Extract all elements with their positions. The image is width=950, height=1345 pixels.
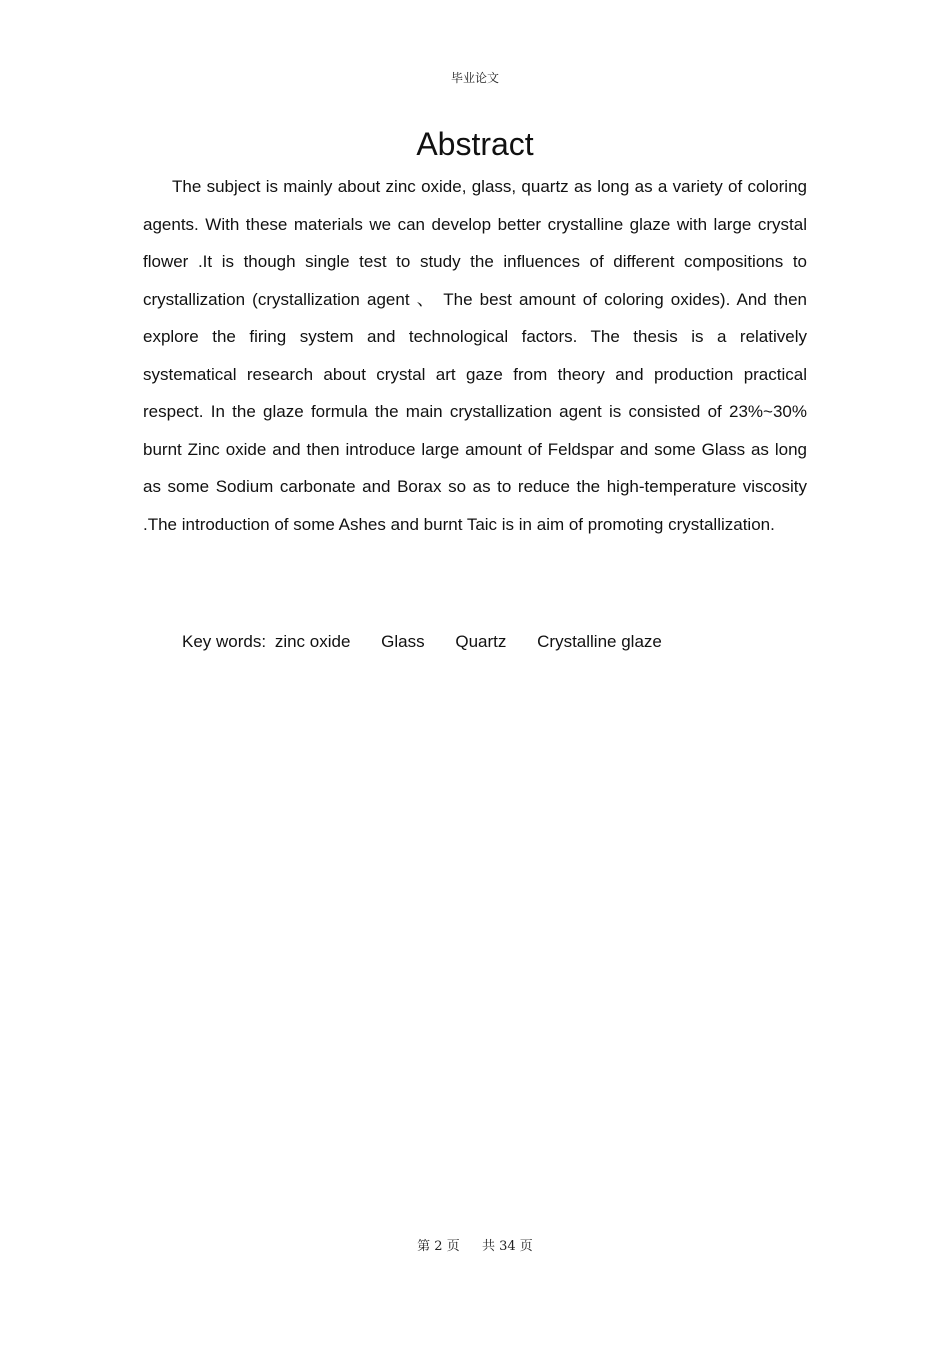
page-footer [0, 1235, 950, 1254]
keyword-item: Crystalline glaze [537, 632, 662, 651]
keyword-item: Quartz [455, 632, 507, 651]
running-header: 毕业论文 [450, 71, 499, 85]
keywords-label: Key words: [182, 632, 267, 651]
keywords-line [182, 628, 688, 656]
abstract-body: The subject is mainly about zinc oxide, glass, quartz as long as a variety of coloring agents. With these materials we can develop better crystalline glaze with large crystal flower .It is though single test to study the influences of different compositions to crystallization (crystallization agent 、 The best amount of coloring oxides). And then explore the firing system and technological factors. The thesis is a relatively systematical research about crystal art gaze from theory and production practical respect. In the glaze formula the main crystallization agent is consisted of 23%~30% burnt Zinc oxide and then introduce large amount of Feldspar and some Glass as long as some Sodium carbonate and Borax so as to reduce the high-temperature viscosity .The introduction of some Ashes and burnt Taic is in aim of promoting crystallization. [143, 177, 807, 534]
page-total: 共 34 页 [482, 1239, 533, 1254]
abstract-title: Abstract [416, 126, 534, 162]
keyword-item: zinc oxide [274, 632, 351, 651]
keyword-item: Glass [381, 632, 425, 651]
page-number: 第 2 页 [417, 1239, 460, 1254]
